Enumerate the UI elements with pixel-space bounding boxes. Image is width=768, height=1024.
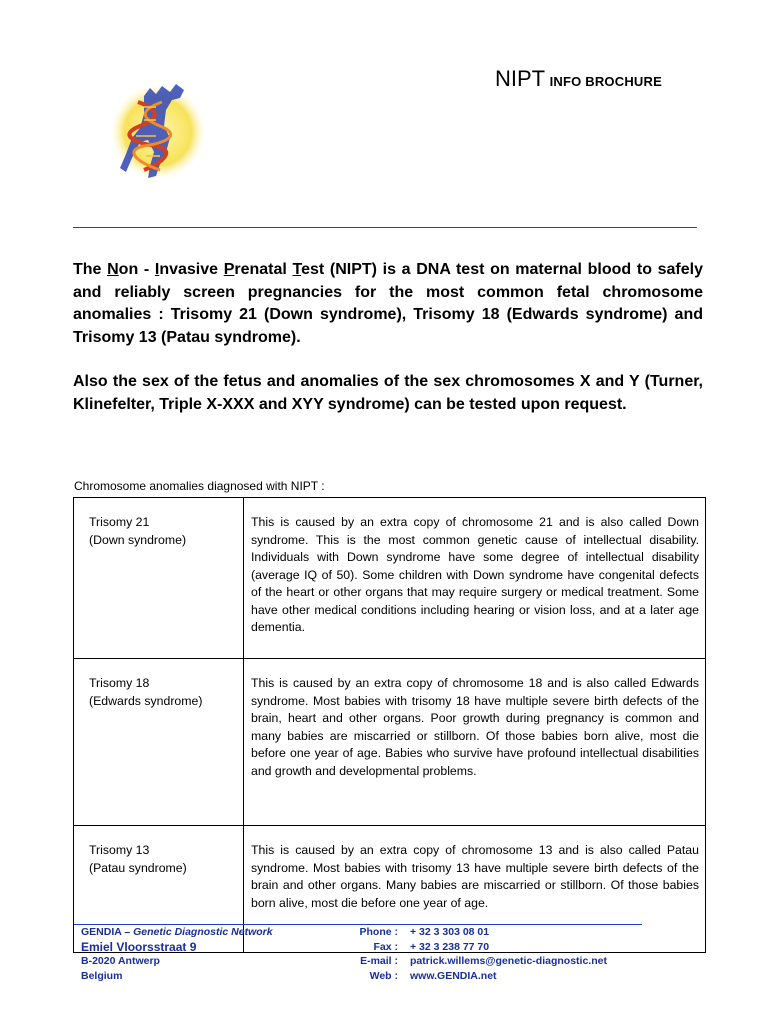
intro-paragraph-1 [73, 259, 703, 350]
table-row [74, 659, 706, 826]
brochure-title [495, 66, 662, 92]
header-divider [73, 227, 697, 228]
anomaly-name: Trisomy 21 [89, 515, 150, 529]
anomaly-name-cell [74, 659, 244, 826]
anomaly-alias: (Edwards syndrome) [89, 693, 203, 708]
intro-underline-t: T [292, 261, 302, 278]
fax-value: + 32 3 238 77 70 [410, 940, 490, 953]
anomaly-description: This is caused by an extra copy of chromosome 21 and is also called Down syndrome. This is the most common genetic cause of intellectual disability. Individuals with Down syndrome have some degree of intellectual disability (average IQ of 50). Some children with Down syndrome have congenital defects of the heart or other organs that may require surgery or medical treatment. Some have other medical conditions including hearing or vision loss, and at a later age dementia. [244, 498, 706, 659]
footer-address [81, 925, 273, 983]
phone-label: Phone : [359, 926, 398, 938]
intro-underline-i: I [154, 261, 160, 278]
footer-org [81, 925, 273, 940]
address-line-1: Emiel Vloorsstraat 9 [81, 939, 197, 954]
intro-underline-p: P [223, 261, 235, 278]
anomalies-table [73, 497, 706, 953]
intro-text: est (NIPT) is a DNA test on maternal blood to safely and reliably screen pregnancies for the most common fetal chromosome anomalies : Trisomy 21 (Down syndrome), Trisomy 18 (Edwards syndrome) and Trisomy 13 (Patau syndrome). [73, 261, 703, 347]
web-label: Web : [369, 969, 398, 982]
anomaly-description: This is caused by an extra copy of chromosome 13 and is also called Patau syndrome. Most babies with trisomy 13 have multiple severe birth defects of the brain and other organs. Many babies are miscarried or stillborn. Of those babies born alive, most die before one year of age. [244, 826, 706, 953]
phone-value: + 32 3 303 08 01 [410, 926, 490, 938]
intro-text: renatal [234, 261, 293, 278]
title-main: NIPT [495, 66, 546, 91]
org-dash: – [121, 926, 134, 938]
title-sub: INFO BROCHURE [549, 74, 662, 89]
org-name: GENDIA [81, 926, 122, 938]
intro-text: on - [118, 261, 155, 278]
anomaly-description: This is caused by an extra copy of chromosome 18 and is also called Edwards syndrome. Most babies with trisomy 18 have multiple severe birth defects of the brain, heart and other organs. Poor growth during pregnancy is common and many babies are miscarried or stillborn. Of those babies born alive, most die before one year of age. Babies who survive have profound intellectual disabilities and growth and developmental problems. [244, 659, 706, 826]
address-line-2: B-2020 Antwerp [81, 955, 160, 967]
anomaly-name: Trisomy 13 [89, 843, 150, 857]
footer-contact-labels [338, 925, 398, 983]
web-link[interactable]: www.GENDIA.net [410, 969, 497, 982]
dna-figure-logo-icon [100, 80, 210, 190]
email-link[interactable]: patrick.willems@genetic-diagnostic.net [410, 955, 607, 967]
intro-paragraph-2: Also the sex of the fetus and anomalies of the sex chromosomes X and Y (Turner, Klinefelter, Triple X-XXX and XYY syndrome) can be tested upon request. [73, 373, 703, 413]
anomaly-alias: (Down syndrome) [89, 532, 187, 547]
org-tagline: Genetic Diagnostic Network [133, 926, 273, 938]
table-caption: Chromosome anomalies diagnosed with NIPT : [74, 479, 325, 493]
intro-text: nvasive [159, 261, 224, 278]
anomaly-alias: (Patau syndrome) [89, 860, 187, 875]
intro-underline-n: N [107, 261, 119, 278]
anomaly-name-cell [74, 498, 244, 659]
address-line-3: Belgium [81, 969, 123, 982]
anomaly-name: Trisomy 18 [89, 676, 150, 690]
fax-label: Fax : [373, 940, 398, 953]
email-label: E-mail : [360, 955, 398, 967]
intro-text: The [73, 261, 108, 278]
table-row [74, 498, 706, 659]
footer-contact-values [410, 925, 607, 983]
